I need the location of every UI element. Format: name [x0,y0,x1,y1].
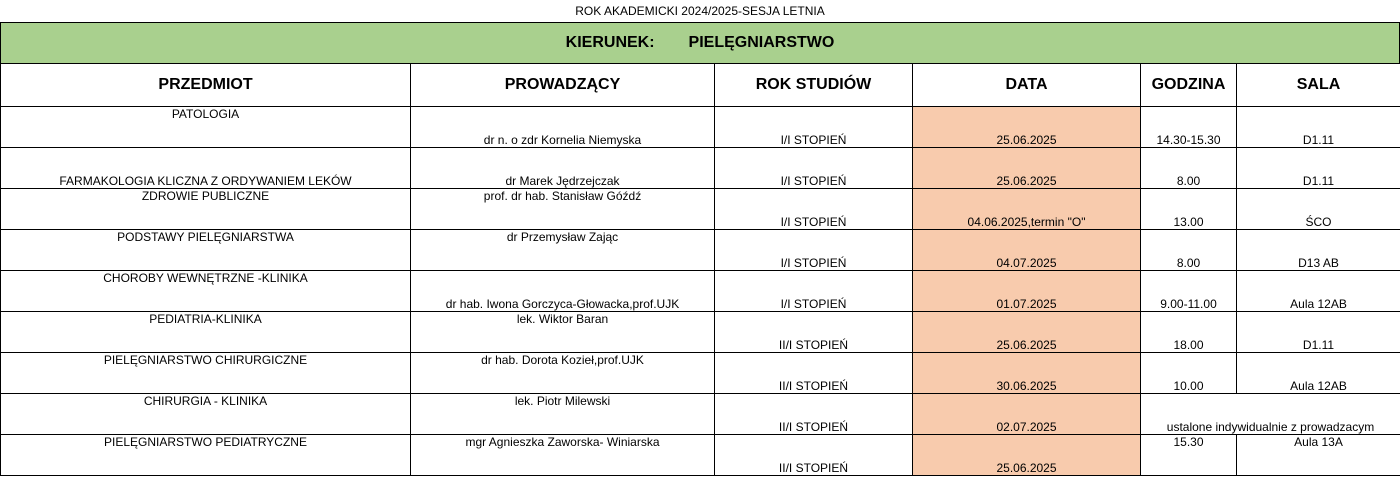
cell-godzina: 10.00 [1141,353,1237,394]
cell-rok-studiow: I/I STOPIEŃ [715,148,913,189]
cell-sala: D1.11 [1237,148,1400,189]
cell-prowadzacy: prof. dr hab. Stanisław Góźdź [411,189,715,230]
cell-przedmiot: PIELĘGNIARSTWO CHIRURGICZNE [1,353,411,394]
cell-rok-studiow: I/I STOPIEŃ [715,230,913,271]
cell-godzina: 18.00 [1141,312,1237,353]
cell-prowadzacy: dr hab. Dorota Kozieł,prof.UJK [411,353,715,394]
cell-sala: D13 AB [1237,230,1400,271]
cell-rok-studiow: I/I STOPIEŃ [715,189,913,230]
cell-sala: Aula 13A [1237,435,1400,476]
cell-sala: D1.11 [1237,107,1400,148]
cell-godzina: 13.00 [1141,189,1237,230]
cell-data: 25.06.2025 [913,148,1141,189]
cell-data: 25.06.2025 [913,107,1141,148]
cell-przedmiot: PATOLOGIA [1,107,411,148]
column-header-prowadzacy: PROWADZĄCY [411,64,715,107]
cell-rok-studiow: I/I STOPIEŃ [715,271,913,312]
cell-godzina: 8.00 [1141,230,1237,271]
table-row [1,230,1400,271]
cell-sala: Aula 12AB [1237,271,1400,312]
cell-przedmiot: PIELĘGNIARSTWO PEDIATRYCZNE [1,435,411,476]
cell-przedmiot: CHIRURGIA - KLINIKA [1,394,411,435]
cell-rok-studiow: I/I STOPIEŃ [715,107,913,148]
cell-data: 25.06.2025 [913,435,1141,476]
cell-przedmiot: ZDROWIE PUBLICZNE [1,189,411,230]
cell-data: 04.06.2025,termin "O" [913,189,1141,230]
table-row [1,435,1400,476]
cell-prowadzacy: dr n. o zdr Kornelia Niemyska [411,107,715,148]
cell-data: 01.07.2025 [913,271,1141,312]
cell-godzina: 9.00-11.00 [1141,271,1237,312]
column-header-godzina: GODZINA [1141,64,1237,107]
column-header-sala: SALA [1237,64,1400,107]
cell-godzina: 15.30 [1141,435,1237,476]
cell-przedmiot: PODSTAWY PIELĘGNIARSTWA [1,230,411,271]
cell-data: 25.06.2025 [913,312,1141,353]
column-header-przedmiot: PRZEDMIOT [1,64,411,107]
table-row [1,312,1400,353]
table-row [1,353,1400,394]
cell-godzina: 8.00 [1141,148,1237,189]
cell-godzina: 14.30-15.30 [1141,107,1237,148]
cell-data: 04.07.2025 [913,230,1141,271]
cell-prowadzacy: dr Przemysław Zając [411,230,715,271]
table-row [1,148,1400,189]
column-header-data: DATA [913,64,1141,107]
exam-schedule-table [0,63,1400,476]
cell-data: 30.06.2025 [913,353,1141,394]
table-row [1,394,1400,435]
table-row [1,271,1400,312]
table-header-row [1,64,1400,107]
cell-data: 02.07.2025 [913,394,1141,435]
cell-przedmiot: CHOROBY WEWNĘTRZNE -KLINIKA [1,271,411,312]
cell-prowadzacy: dr hab. Iwona Gorczyca-Głowacka,prof.UJK [411,271,715,312]
cell-prowadzacy: lek. Piotr Milewski [411,394,715,435]
cell-przedmiot: FARMAKOLOGIA KLICZNA Z ORDYWANIEM LEKÓW [1,148,411,189]
cell-prowadzacy: lek. Wiktor Baran [411,312,715,353]
cell-prowadzacy: dr Marek Jędrzejczak [411,148,715,189]
kierunek-band [0,22,1400,64]
table-row [1,189,1400,230]
academic-year-title: ROK AKADEMICKI 2024/2025-SESJA LETNIA [575,4,825,18]
cell-rok-studiow: II/I STOPIEŃ [715,353,913,394]
cell-rok-studiow: II/I STOPIEŃ [715,394,913,435]
kierunek-value: PIELĘGNIARSTWO [688,34,835,51]
column-header-rok-studiow: ROK STUDIÓW [715,64,913,107]
kierunek-label: KIERUNEK: [565,34,655,51]
cell-godzina-sala-merged: ustalone indywidualnie z prowadzacym [1141,394,1400,435]
table-row [1,107,1400,148]
cell-prowadzacy: mgr Agnieszka Zaworska- Winiarska [411,435,715,476]
cell-sala: Aula 12AB [1237,353,1400,394]
cell-sala: D1.11 [1237,312,1400,353]
cell-rok-studiow: II/I STOPIEŃ [715,435,913,476]
cell-sala: ŚCO [1237,189,1400,230]
cell-przedmiot: PEDIATRIA-KLINIKA [1,312,411,353]
cell-rok-studiow: II/I STOPIEŃ [715,312,913,353]
